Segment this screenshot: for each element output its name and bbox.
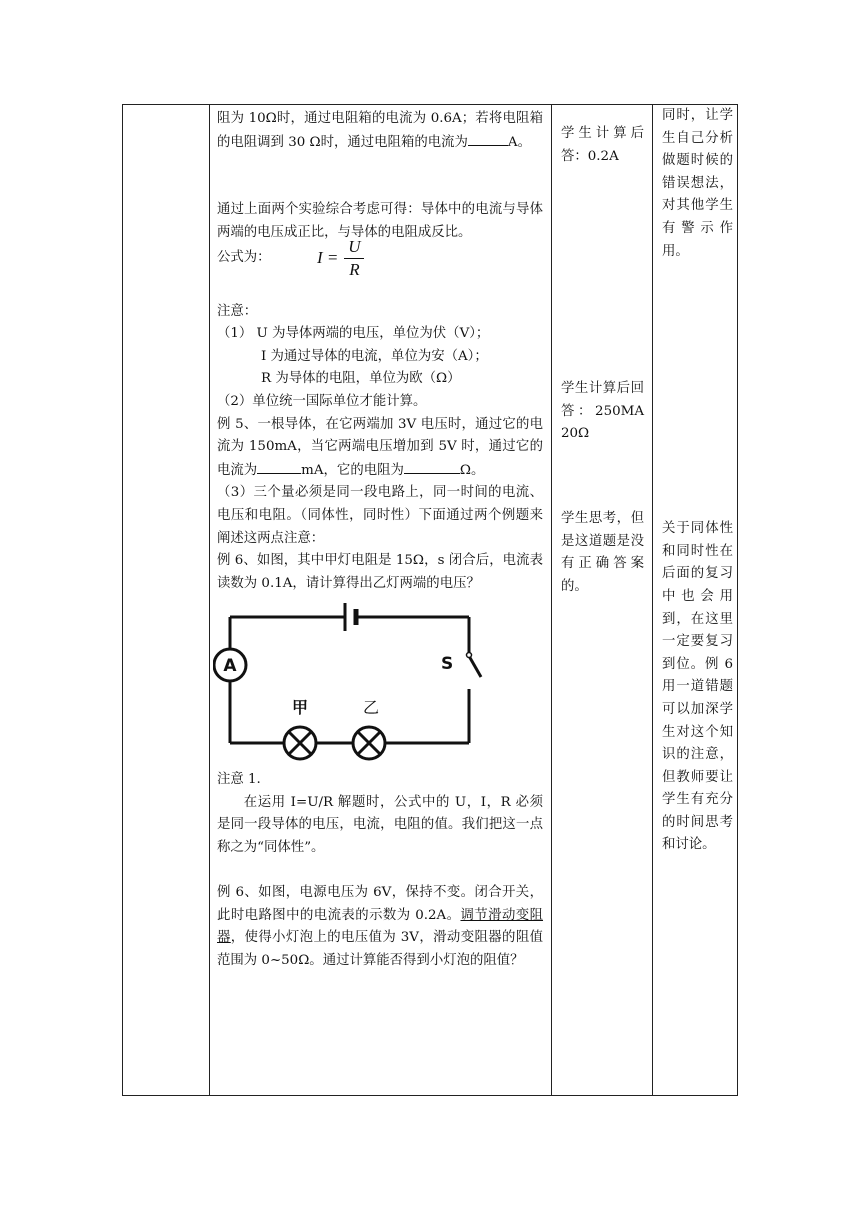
conclusion-paragraph: 通过上面两个实验综合考虑可得：导体中的电流与导体两端的电压成正比，与导体的电阻成反比。 (217, 202, 543, 240)
note-1: （1） U 为导体两端的电压，单位为伏（V）； (217, 326, 490, 342)
ammeter-label: A (223, 656, 237, 677)
formula-label: 公式为： (217, 250, 271, 266)
circuit-diagram (213, 599, 543, 767)
switch-lever (469, 656, 481, 677)
underlined-phrase: 调节滑动变阻器 (217, 907, 544, 946)
lamp-1-label: 甲 (291, 698, 309, 718)
answer-blank (257, 459, 301, 474)
switch-label: S (441, 654, 454, 675)
fraction-bar (344, 258, 364, 259)
note-1c: R 为导体的电阻，单位为欧（Ω） (261, 371, 461, 387)
lamp-1-symbol (284, 727, 316, 759)
example-5 (217, 414, 543, 483)
example-6b (217, 882, 543, 972)
example-6b-text: ，使得小灯泡上的电压值为 3V，滑动变阻器的阻值范围为 0~50Ω。通过计算能否得到小灯泡的阻值？ (217, 930, 543, 969)
battery-symbol (345, 603, 356, 631)
note-title: 注意： (217, 303, 258, 319)
example-6b-text: 例 6、如图，电源电压为 6V，保持不变。闭合开关，此时电路图中的电流表的示数为 0.2A。 (217, 885, 543, 923)
answer-blank (468, 131, 508, 146)
circuit-svg (213, 599, 483, 767)
lesson-table (122, 104, 738, 1096)
example-5-text: mA，它的电阻为 (301, 462, 404, 478)
note-2: （2）单位统一国际单位才能计算。 (217, 393, 427, 409)
design-intent-column (652, 105, 739, 1095)
answer-blank (404, 459, 460, 474)
attention-1-body: 在运用 I=U/R 解题时，公式中的 U，I，R 必须是同一段导体的电压，电流，电阻的值。我们把这一点称之为“同体性”。 (217, 794, 543, 856)
note-3: （3）三个量必须是同一段电路上，同一时间的电流、电压和电阻。（同体性，同时性）下面通过两个例题来阐述这两点注意： (217, 485, 543, 546)
lamp-2-symbol (353, 727, 385, 759)
circuit-wires (230, 617, 481, 743)
example-5-text: 例 5、一根导体，在它两端加 3V 电压时，通过它的电流为 150mA，当它两端电压增加到 5V 时，通过它的电流为 (217, 416, 543, 478)
student-activity-column (551, 105, 652, 1095)
design-note-2: 关于同体性和同时性在后面的复习中也会用到，在这里一定要复习到位。例 6 用一道错题可以加深学生对这个知识的注意，但教师要让学生有充分的时间思考和讨论。 (662, 521, 733, 853)
example-text: 阻为 10Ω时，通过电阻箱的电流为 0.6A；若将电阻箱的电阻调到 30 Ω时，通过电阻箱的电流为 (217, 111, 543, 150)
teaching-content-column (209, 105, 551, 1095)
attention-1-title: 注意 1. (217, 772, 261, 788)
formula-numerator: U (348, 237, 361, 257)
switch-contact (467, 653, 472, 658)
formula-fraction (344, 237, 364, 280)
example-continuation (217, 108, 543, 154)
unit-text: A。 (507, 134, 531, 150)
student-answer-1: 学生计算后答：0.2A (561, 126, 644, 164)
example-5-text: Ω。 (459, 462, 485, 478)
student-answer-2: 学生计算后回答：250MA 20Ω (561, 381, 644, 442)
formula-denominator: R (349, 260, 360, 280)
formula-lhs: I = (317, 248, 339, 268)
ammeter-symbol (214, 649, 246, 681)
design-note-1: 同时，让学生自己分析做题时候的错误想法，对其他学生有警示作用。 (662, 108, 733, 259)
example-6: 例 6、如图，其中甲灯电阻是 15Ω，s 闭合后，电流表读数为 0.1A，请计算得出乙灯两端的电压？ (217, 553, 543, 591)
lamp-2-label: 乙 (362, 698, 380, 718)
student-answer-3: 学生思考，但是这道题是没有正确答案的。 (561, 510, 644, 594)
note-1b: I 为通过导体的电流，单位为安（A）； (261, 348, 488, 364)
